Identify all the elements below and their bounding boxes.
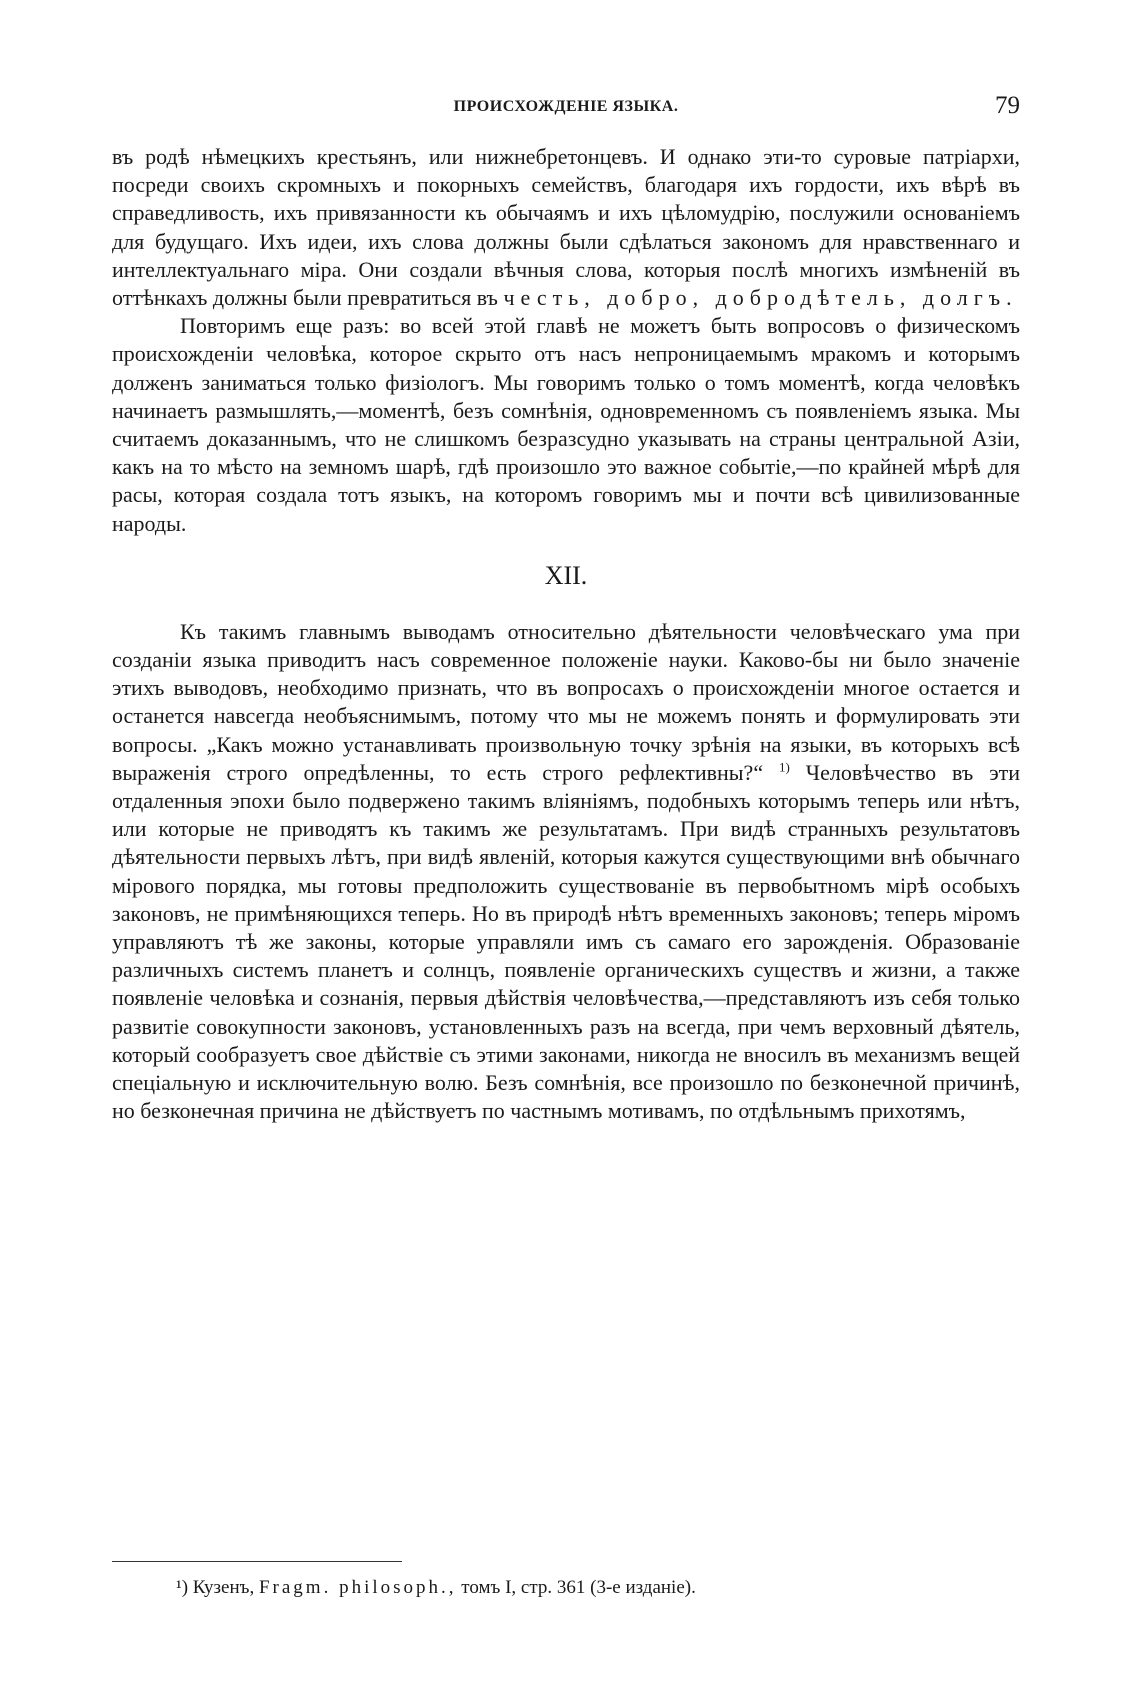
- footnote-reference: 1): [779, 759, 790, 775]
- footnote-details: томъ I, стр. 361 (3-е изданіе).: [461, 1577, 696, 1598]
- section-heading: XII.: [544, 560, 588, 590]
- footnote-author: Кузенъ,: [192, 1577, 255, 1598]
- running-head: [112, 92, 1020, 124]
- paragraph-1: [112, 143, 1020, 312]
- footnote-work: Fragm. philosoph.,: [258, 1577, 457, 1598]
- footnote-rule: [112, 1561, 402, 1562]
- footnote-marker: ¹): [176, 1577, 189, 1598]
- paragraph-1-text: въ родѣ нѣмецкихъ крестьянъ, или нижнебретонцевъ. И однако эти-то суровые патріархи, посреди своихъ скромныхъ и покорныхъ семействъ, благодаря ихъ гордости, ихъ вѣрѣ въ справедливость, ихъ привязанности къ обычаямъ и ихъ цѣломудрію, послужили основаніемъ для будущаго. Ихъ идеи, ихъ слова должны были сдѣлаться закономъ для нравственнаго и интеллектуальнаго міра. Они создали вѣчныя слова, которыя послѣ многихъ измѣненій въ оттѣнкахъ должны были превратиться въ: [112, 144, 1020, 311]
- footnote: [176, 1576, 696, 1600]
- spaced-emphasis: честь, добро, добродѣтель, долгъ.: [503, 285, 1018, 311]
- paragraph-3-text-b: Человѣчество въ эти отдаленныя эпохи было подвержено такимъ вліяніямъ, подобныхъ которымъ теперь или нѣтъ, или которые не приводятъ къ такимъ же результатамъ. При видѣ странныхъ результатовъ дѣятельности первыхъ лѣтъ, при видѣ явленій, которыя кажутся существующими внѣ обычнаго мірового порядка, мы готовы предположить существованіе въ первобытномъ мірѣ особыхъ законовъ, не примѣняющихся теперь. Но въ природѣ нѣтъ временныхъ законовъ; теперь міромъ управляютъ тѣ же законы, которые управляли имъ съ самаго его зарожденія. Образованіе различныхъ системъ планетъ и солнцъ, появленіе органическихъ существъ и жизни, а также появленіе человѣка и сознанія, первыя дѣйствія человѣчества,—представляютъ изъ себя только развитіе совокупности законовъ, установленныхъ разъ на всегда, при чемъ верховный дѣятель, который сообразуетъ свое дѣйствіе съ этими законами, никогда не вносилъ въ механизмъ вещей спеціальную и исключительную волю. Безъ сомнѣнія, все произошло по безконечной причинѣ, но безконечная причина не дѣйствуетъ по частнымъ мотивамъ, по отдѣльнымъ прихотямъ,: [112, 759, 1021, 1124]
- page-number: 79: [995, 92, 1020, 119]
- paragraph-2: Повторимъ еще разъ: во всей этой главѣ не можетъ быть вопросовъ о физическомъ происхожденіи человѣка, которое скрыто отъ насъ непроницаемымъ мракомъ и которымъ долженъ заниматься только физіологъ. Мы говоримъ только о томъ моментѣ, когда человѣкъ начинаетъ размышлять,—моментѣ, безъ сомнѣнія, одновременномъ съ появленіемъ языка. Мы считаемъ доказаннымъ, что не слишкомъ безразсудно указывать на страны центральной Азіи, какъ на то мѣсто на земномъ шарѣ, гдѣ произошло это важное событіе,—по крайней мѣрѣ для расы, которая создала тотъ языкъ, на которомъ говоримъ мы и почти всѣ цивилизованные народы.: [112, 313, 1020, 536]
- paragraph-3: [112, 618, 1020, 1126]
- body-text: [112, 143, 1020, 1126]
- running-title: ПРОИСХОЖДЕНІЕ ЯЗЫКА.: [453, 98, 679, 115]
- paragraph-3-text-a: Къ такимъ главнымъ выводамъ относительно дѣятельности человѣческаго ума при созданіи языка приводитъ насъ современное положеніе науки. Каково-бы ни было значеніе этихъ выводовъ, необходимо признать, что въ вопросахъ о происхожденіи многое остается и останется навсегда необъяснимымъ, потому что мы не можемъ понять и формулировать эти вопросы. „Какъ можно устанавливать произвольную точку зрѣнія на языки, въ которыхъ всѣ выраженія строго опредѣленны, то есть строго рефлективны?“: [112, 618, 1020, 785]
